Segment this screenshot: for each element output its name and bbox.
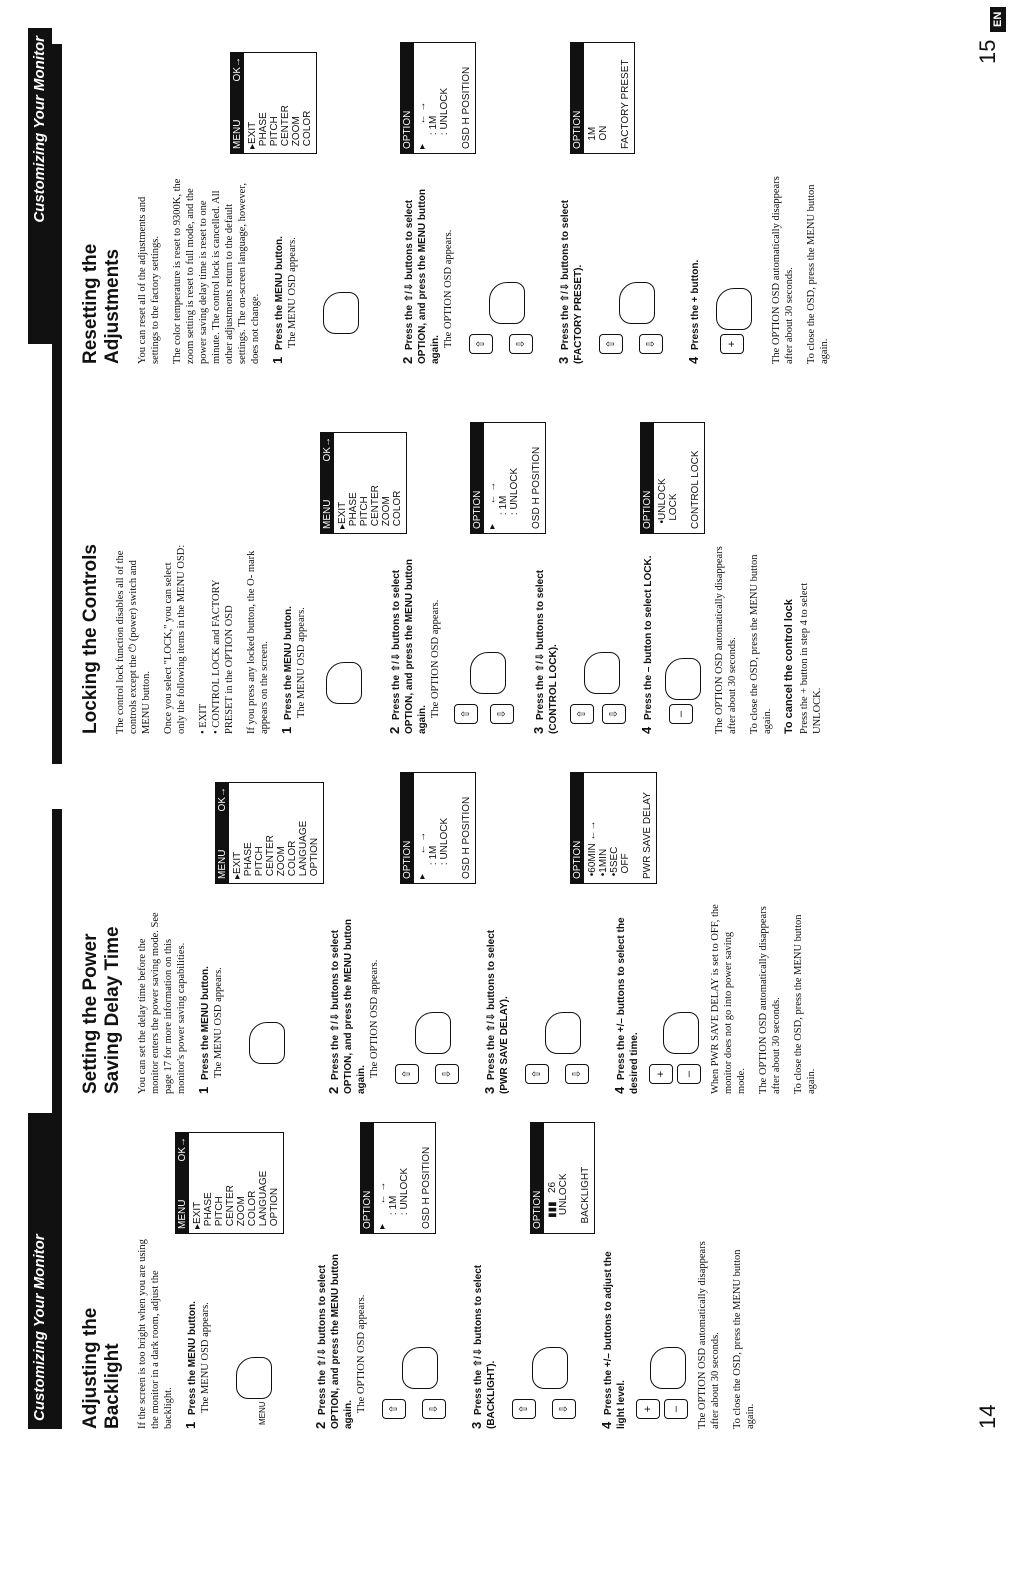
language-tag: EN bbox=[990, 7, 1006, 32]
reset-end-1: The OPTION OSD automatically disappears after about 30 seconds. bbox=[771, 176, 795, 364]
osd-ok: OK→ bbox=[177, 1137, 188, 1162]
hand-icon bbox=[326, 662, 362, 704]
power-step-2-desc: The OPTION OSD appears. bbox=[369, 959, 380, 1078]
lock-intro: The control lock function disables all of the controls except the ⏻ (power) switch and MENU button. bbox=[115, 550, 152, 734]
down-button-icon: ⇩ bbox=[509, 334, 533, 354]
osd-menu-head: MENU bbox=[217, 849, 228, 879]
backlight-option-osd bbox=[360, 1122, 436, 1234]
backlight-intro: If the screen is too bright when you are using the monitor in a dark room, adjust the backlight. bbox=[137, 1239, 174, 1429]
header-rule-left bbox=[52, 809, 62, 1429]
lock-step-2: 2Press the ⇧/⇩ buttons to select OPTION, and press the MENU button again. bbox=[387, 558, 428, 734]
up-button-icon: ⇧ bbox=[382, 1399, 406, 1419]
osd-ok: OK→ bbox=[232, 57, 243, 82]
menu-label: MENU bbox=[258, 1401, 267, 1425]
osd-option-head: OPTION bbox=[532, 1190, 543, 1229]
osd-body: ▸ ← → : 1M : UNLOCK OSD H POSITION bbox=[417, 66, 472, 149]
up-button-icon: ⇧ bbox=[599, 334, 623, 354]
osd-body: ▸EXIT PHASE PITCH CENTER ZOOM COLOR bbox=[337, 485, 403, 529]
backlight-step-4: 4Press the +/– buttons to adjust the light level. bbox=[599, 1251, 627, 1429]
osd-body: ▸EXIT PHASE PITCH CENTER ZOOM COLOR LANGUAGE OPTION bbox=[192, 1170, 280, 1229]
lock-bullet-1: • EXIT bbox=[198, 703, 209, 734]
backlight-illus-3 bbox=[502, 1239, 594, 1429]
up-button-icon: ⇧ bbox=[525, 1064, 549, 1084]
hand-icon bbox=[470, 652, 506, 694]
reset-menu-osd bbox=[230, 52, 317, 154]
hand-icon bbox=[584, 652, 620, 694]
reset-illus-3 bbox=[589, 174, 681, 364]
header-left: Customizing Your Monitor bbox=[28, 1113, 52, 1429]
power-illus-1 bbox=[229, 904, 321, 1094]
hand-icon bbox=[650, 1347, 686, 1389]
up-button-icon: ⇧ bbox=[512, 1399, 536, 1419]
lock-illus-2 bbox=[446, 544, 526, 734]
osd-option-head: OPTION bbox=[402, 840, 413, 879]
osd-menu-head: MENU bbox=[322, 499, 333, 529]
power-note: When PWR SAVE DELAY is set to OFF, the monitor does not go into power saving mode. bbox=[710, 904, 747, 1094]
power-end-2: To close the OSD, press the MENU button again. bbox=[793, 914, 817, 1094]
backlight-menu-osd bbox=[175, 1132, 284, 1234]
reset-illus-2 bbox=[459, 174, 551, 364]
power-step-4: 4Press the +/– buttons to select the desired time. bbox=[612, 917, 640, 1094]
backlight-step-1-desc: The MENU OSD appears. bbox=[200, 1302, 211, 1413]
hand-icon bbox=[402, 1347, 438, 1389]
lock-step-1: 1Press the MENU button. bbox=[279, 606, 294, 734]
factory-preset-osd bbox=[570, 42, 635, 154]
down-button-icon: ⇩ bbox=[602, 704, 626, 724]
reset-intro-2: The color temperature is reset to 9300K, the zoom setting is reset to full mode, and the power saving delay time is reset to one minute. The control lock is cancelled. All other adjustments return to the default settings. The on-screen language, however, does not change. bbox=[172, 178, 261, 364]
backlight-step-2-desc: The OPTION OSD appears. bbox=[356, 1294, 367, 1413]
pwr-save-osd bbox=[570, 772, 657, 884]
power-illus-3 bbox=[515, 904, 607, 1094]
reset-illus-1 bbox=[303, 174, 395, 364]
plus-button-icon: + bbox=[720, 334, 744, 354]
hand-icon bbox=[415, 1012, 451, 1054]
down-button-icon: ⇩ bbox=[639, 334, 663, 354]
up-button-icon: ⇧ bbox=[454, 704, 478, 724]
power-section bbox=[80, 904, 827, 1094]
backlight-step-1: 1Press the MENU button. bbox=[183, 1301, 198, 1429]
lock-illus-4 bbox=[659, 544, 709, 734]
hand-icon bbox=[249, 1022, 285, 1064]
osd-body: ▸ ← → : 1M : UNLOCK OSD H POSITION bbox=[487, 446, 542, 529]
backlight-osd bbox=[530, 1122, 595, 1234]
lock-illus-3 bbox=[564, 544, 634, 734]
lock-intro-2: Once you select "LOCK," you can select only the following items in the MENU OSD: bbox=[163, 544, 187, 734]
hand-icon bbox=[663, 1012, 699, 1054]
osd-body: ▸ ← → : 1M : UNLOCK OSD H POSITION bbox=[377, 1146, 432, 1229]
reset-step-2-desc: The OPTION OSD appears. bbox=[443, 229, 454, 348]
hand-icon bbox=[489, 282, 525, 324]
header-right: Customizing Your Monitor bbox=[28, 28, 52, 344]
power-title: Setting the Power Saving Delay Time bbox=[80, 926, 123, 1094]
power-step-1-desc: The MENU OSD appears. bbox=[213, 967, 224, 1078]
lock-intro-3: If you press any locked button, the O‑ mark appears on the screen. bbox=[246, 550, 270, 734]
hand-icon bbox=[716, 288, 752, 330]
reset-option-osd bbox=[400, 42, 476, 154]
lock-step-3: 3Press the ⇧/⇩ buttons to select (CONTROL LOCK). bbox=[531, 569, 559, 734]
lock-step-4: 4Press the – button to select LOCK. bbox=[639, 555, 654, 734]
backlight-end-1: The OPTION OSD automatically disappears after about 30 seconds. bbox=[697, 1241, 721, 1429]
lock-title: Locking the Controls bbox=[80, 544, 101, 734]
power-illus-4 bbox=[645, 904, 705, 1094]
lock-option-osd bbox=[470, 422, 546, 534]
lock-end-2: To close the OSD, press the MENU button again. bbox=[749, 554, 773, 734]
reset-step-1-desc: The MENU OSD appears. bbox=[287, 237, 298, 348]
osd-option-head: OPTION bbox=[472, 490, 483, 529]
osd-option-head: OPTION bbox=[572, 840, 583, 879]
page-number-right: 15 bbox=[975, 39, 1000, 64]
lock-menu-osd bbox=[320, 432, 407, 534]
osd-menu-head: MENU bbox=[232, 119, 243, 149]
backlight-illus-2 bbox=[372, 1239, 464, 1429]
power-step-2: 2Press the ⇧/⇩ buttons to select OPTION, and press the MENU button again. bbox=[326, 918, 367, 1094]
down-button-icon: ⇩ bbox=[422, 1399, 446, 1419]
lock-illus-1 bbox=[312, 544, 382, 734]
up-button-icon: ⇧ bbox=[395, 1064, 419, 1084]
hand-icon bbox=[619, 282, 655, 324]
osd-body: 1M ON FACTORY PRESET bbox=[587, 59, 631, 149]
osd-option-head: OPTION bbox=[642, 490, 653, 529]
page-number-left: 14 bbox=[975, 1404, 1000, 1429]
hand-icon bbox=[545, 1012, 581, 1054]
osd-option-head: OPTION bbox=[362, 1190, 373, 1229]
header-rule-right bbox=[52, 44, 62, 764]
reset-illus-4 bbox=[706, 174, 766, 364]
down-button-icon: ⇩ bbox=[565, 1064, 589, 1084]
power-end-1: The OPTION OSD automatically disappears after about 30 seconds. bbox=[758, 906, 782, 1094]
osd-menu-head: MENU bbox=[177, 1199, 188, 1229]
down-button-icon: ⇩ bbox=[490, 704, 514, 724]
down-button-icon: ⇩ bbox=[552, 1399, 576, 1419]
osd-ok: OK→ bbox=[217, 787, 228, 812]
lock-bullet-2: • CONTROL LOCK and FACTORY PRESET in the OPTION OSD bbox=[211, 579, 235, 734]
power-step-3: 3Press the ⇧/⇩ buttons to select (PWR SAVE DELAY). bbox=[482, 929, 510, 1094]
reset-step-2: 2Press the ⇧/⇩ buttons to select OPTION, and press the MENU button again. bbox=[400, 188, 441, 364]
power-step-1: 1Press the MENU button. bbox=[196, 966, 211, 1094]
reset-step-1: 1Press the MENU button. bbox=[270, 236, 285, 364]
backlight-section bbox=[80, 1239, 766, 1429]
minus-button-icon: – bbox=[664, 1399, 688, 1419]
osd-ok: OK→ bbox=[322, 437, 333, 462]
hand-icon bbox=[323, 292, 359, 334]
osd-body: ▸EXIT PHASE PITCH CENTER ZOOM COLOR LANGUAGE OPTION bbox=[232, 820, 320, 879]
plus-button-icon: + bbox=[649, 1064, 673, 1084]
cancel-lock-text: Press the + button in step 4 to select UNLOCK. bbox=[799, 582, 823, 734]
lock-section bbox=[80, 544, 824, 734]
lock-step-2-desc: The OPTION OSD appears. bbox=[430, 599, 441, 718]
reset-section bbox=[80, 174, 840, 364]
reset-title: Resetting the Adjustments bbox=[80, 243, 123, 364]
power-intro: You can set the delay time before the monitor enters the power saving mode. See page 17 for more information on this monitor's power saving capabilities. bbox=[137, 912, 187, 1094]
backlight-step-3: 3Press the ⇧/⇩ buttons to select (BACKLIGHT). bbox=[469, 1264, 497, 1429]
cancel-lock-title: To cancel the control lock bbox=[783, 599, 795, 734]
osd-option-head: OPTION bbox=[402, 110, 413, 149]
osd-body: •60MIN ←→ •1MIN •5SEC OFF PWR SAVE DELAY bbox=[587, 792, 653, 879]
reset-intro: You can reset all of the adjustments and settings to the factory settings. bbox=[137, 196, 161, 364]
osd-body: ▸EXIT PHASE PITCH CENTER ZOOM COLOR bbox=[247, 105, 313, 149]
minus-button-icon: – bbox=[677, 1064, 701, 1084]
minus-button-icon: – bbox=[669, 704, 693, 724]
reset-step-3: 3Press the ⇧/⇩ buttons to select (FACTORY PRESET). bbox=[556, 199, 584, 364]
up-button-icon: ⇧ bbox=[570, 704, 594, 724]
hand-icon bbox=[665, 658, 701, 700]
reset-end-2: To close the OSD, press the MENU button again. bbox=[806, 184, 830, 364]
backlight-end-2: To close the OSD, press the MENU button again. bbox=[732, 1249, 756, 1429]
down-button-icon: ⇩ bbox=[435, 1064, 459, 1084]
control-lock-osd bbox=[640, 422, 705, 534]
power-option-osd bbox=[400, 772, 476, 884]
osd-option-head: OPTION bbox=[572, 110, 583, 149]
power-illus-2 bbox=[385, 904, 477, 1094]
up-button-icon: ⇧ bbox=[469, 334, 493, 354]
power-menu-osd bbox=[215, 782, 324, 884]
plus-button-icon: + bbox=[636, 1399, 660, 1419]
osd-body: ▸ ← → : 1M : UNLOCK OSD H POSITION bbox=[417, 796, 472, 879]
hand-icon bbox=[532, 1347, 568, 1389]
backlight-illus-4 bbox=[632, 1239, 692, 1429]
reset-step-4: 4Press the + button. bbox=[686, 259, 701, 364]
osd-body: ▮▮▮ 26 UNLOCK BACKLIGHT bbox=[547, 1166, 591, 1224]
backlight-step-2: 2Press the ⇧/⇩ buttons to select OPTION, and press the MENU button again. bbox=[313, 1253, 354, 1429]
backlight-illus-1 bbox=[216, 1239, 308, 1429]
lock-end-1: The OPTION OSD automatically disappears after about 30 seconds. bbox=[714, 546, 738, 734]
osd-body: •UNLOCK LOCK CONTROL LOCK bbox=[657, 450, 701, 529]
backlight-title: Adjusting the Backlight bbox=[80, 1307, 123, 1429]
lock-step-1-desc: The MENU OSD appears. bbox=[296, 607, 307, 718]
hand-icon bbox=[236, 1357, 272, 1399]
